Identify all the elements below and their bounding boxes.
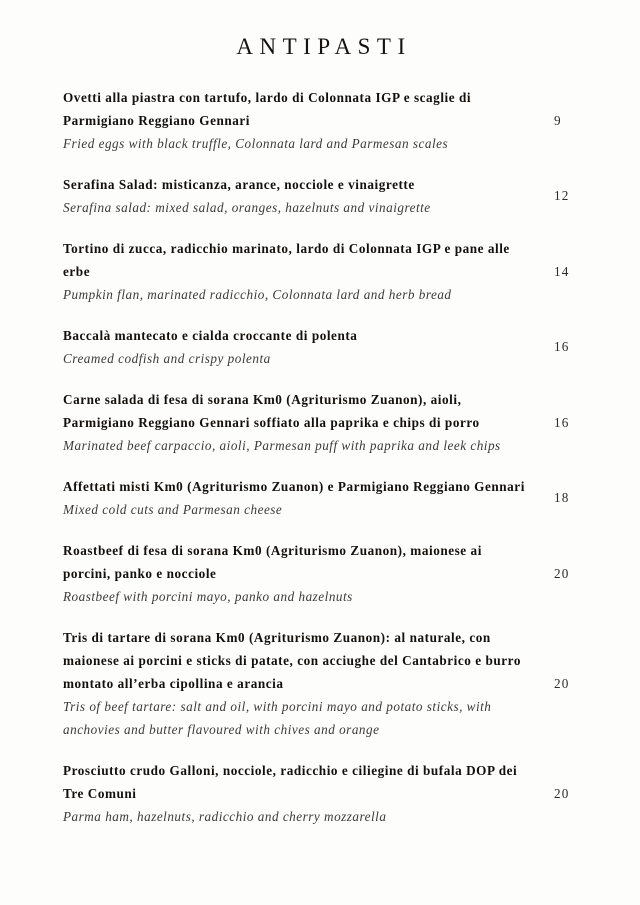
menu-item-description: Tris of beef tartare: salt and oil, with porcini mayo and potato sticks, with anchovies and butter flavoured with chives and orange (63, 699, 492, 738)
menu-item-name: Baccalà mantecato e cialda croccante di polenta (63, 328, 358, 344)
menu-item-name: Affettati misti Km0 (Agriturismo Zuanon) e Parmigiano Reggiano Gennari (63, 479, 525, 495)
menu-item-name: Carne salada di fesa di sorana Km0 (Agriturismo Zuanon), aioli, Parmigiano Reggiano Gennari soffiato alla paprika e chips di porro (63, 392, 480, 431)
menu-item-name: Tris di tartare di sorana Km0 (Agriturismo Zuanon): al naturale, con maionese ai porcini e sticks di patate, con acciughe del Cantabrico e burro montato all’erba cipollina e arancia (63, 630, 521, 692)
menu-item-price: 14 (554, 263, 570, 279)
menu-item-description: Pumpkin flan, marinated radicchio, Colonnata lard and herb bread (63, 287, 452, 303)
menu-item-text (63, 626, 531, 741)
menu-item (63, 237, 580, 324)
menu-item-text (63, 173, 531, 219)
menu-item-name: Tortino di zucca, radicchio marinato, lardo di Colonnata IGP e pane alle erbe (63, 241, 510, 280)
menu-item (63, 324, 580, 388)
menu-item-description: Parma ham, hazelnuts, radicchio and cherry mozzarella (63, 809, 387, 825)
menu-item-text (63, 475, 531, 521)
menu-item-price: 16 (554, 414, 570, 430)
menu-item-name: Prosciutto crudo Galloni, nocciole, radicchio e ciliegine di bufala DOP dei Tre Comuni (63, 763, 518, 802)
menu-item (63, 86, 580, 173)
menu-item-name: Ovetti alla piastra con tartufo, lardo di Colonnata IGP e scaglie di Parmigiano Reggiano Gennari (63, 90, 472, 129)
menu-item-price: 20 (554, 785, 570, 801)
menu-item-text (63, 539, 531, 608)
menu-item-name: Roastbeef di fesa di sorana Km0 (Agriturismo Zuanon), maionese ai porcini, panko e nocciole (63, 543, 482, 582)
menu-item-price: 18 (554, 490, 570, 506)
menu-item-text (63, 86, 531, 155)
menu-item-description: Fried eggs with black truffle, Colonnata lard and Parmesan scales (63, 136, 449, 152)
menu-item-list (0, 59, 640, 846)
menu-item-price: 9 (554, 112, 562, 128)
menu-item (63, 388, 580, 475)
menu-item-description: Mixed cold cuts and Parmesan cheese (63, 502, 283, 518)
menu-item-name: Serafina Salad: misticanza, arance, nocciole e vinaigrette (63, 177, 415, 193)
menu-item-price: 20 (554, 565, 570, 581)
menu-item-text (63, 759, 531, 828)
menu-item-description: Serafina salad: mixed salad, oranges, hazelnuts and vinaigrette (63, 200, 431, 216)
menu-item-description: Creamed codfish and crispy polenta (63, 351, 271, 367)
menu-item-text (63, 324, 531, 370)
menu-item (63, 759, 580, 846)
menu-item-price: 12 (554, 188, 570, 204)
menu-item (63, 626, 580, 759)
page-title: ANTIPASTI (236, 34, 412, 59)
menu-item (63, 173, 580, 237)
menu-item-text (63, 388, 531, 457)
menu-item-price: 20 (554, 675, 570, 691)
menu-item (63, 539, 580, 626)
menu-item-description: Marinated beef carpaccio, aioli, Parmesan puff with paprika and leek chips (63, 438, 501, 454)
menu-item-description: Roastbeef with porcini mayo, panko and hazelnuts (63, 589, 353, 605)
menu-item-price: 16 (554, 339, 570, 355)
menu-item (63, 475, 580, 539)
menu-item-text (63, 237, 531, 306)
